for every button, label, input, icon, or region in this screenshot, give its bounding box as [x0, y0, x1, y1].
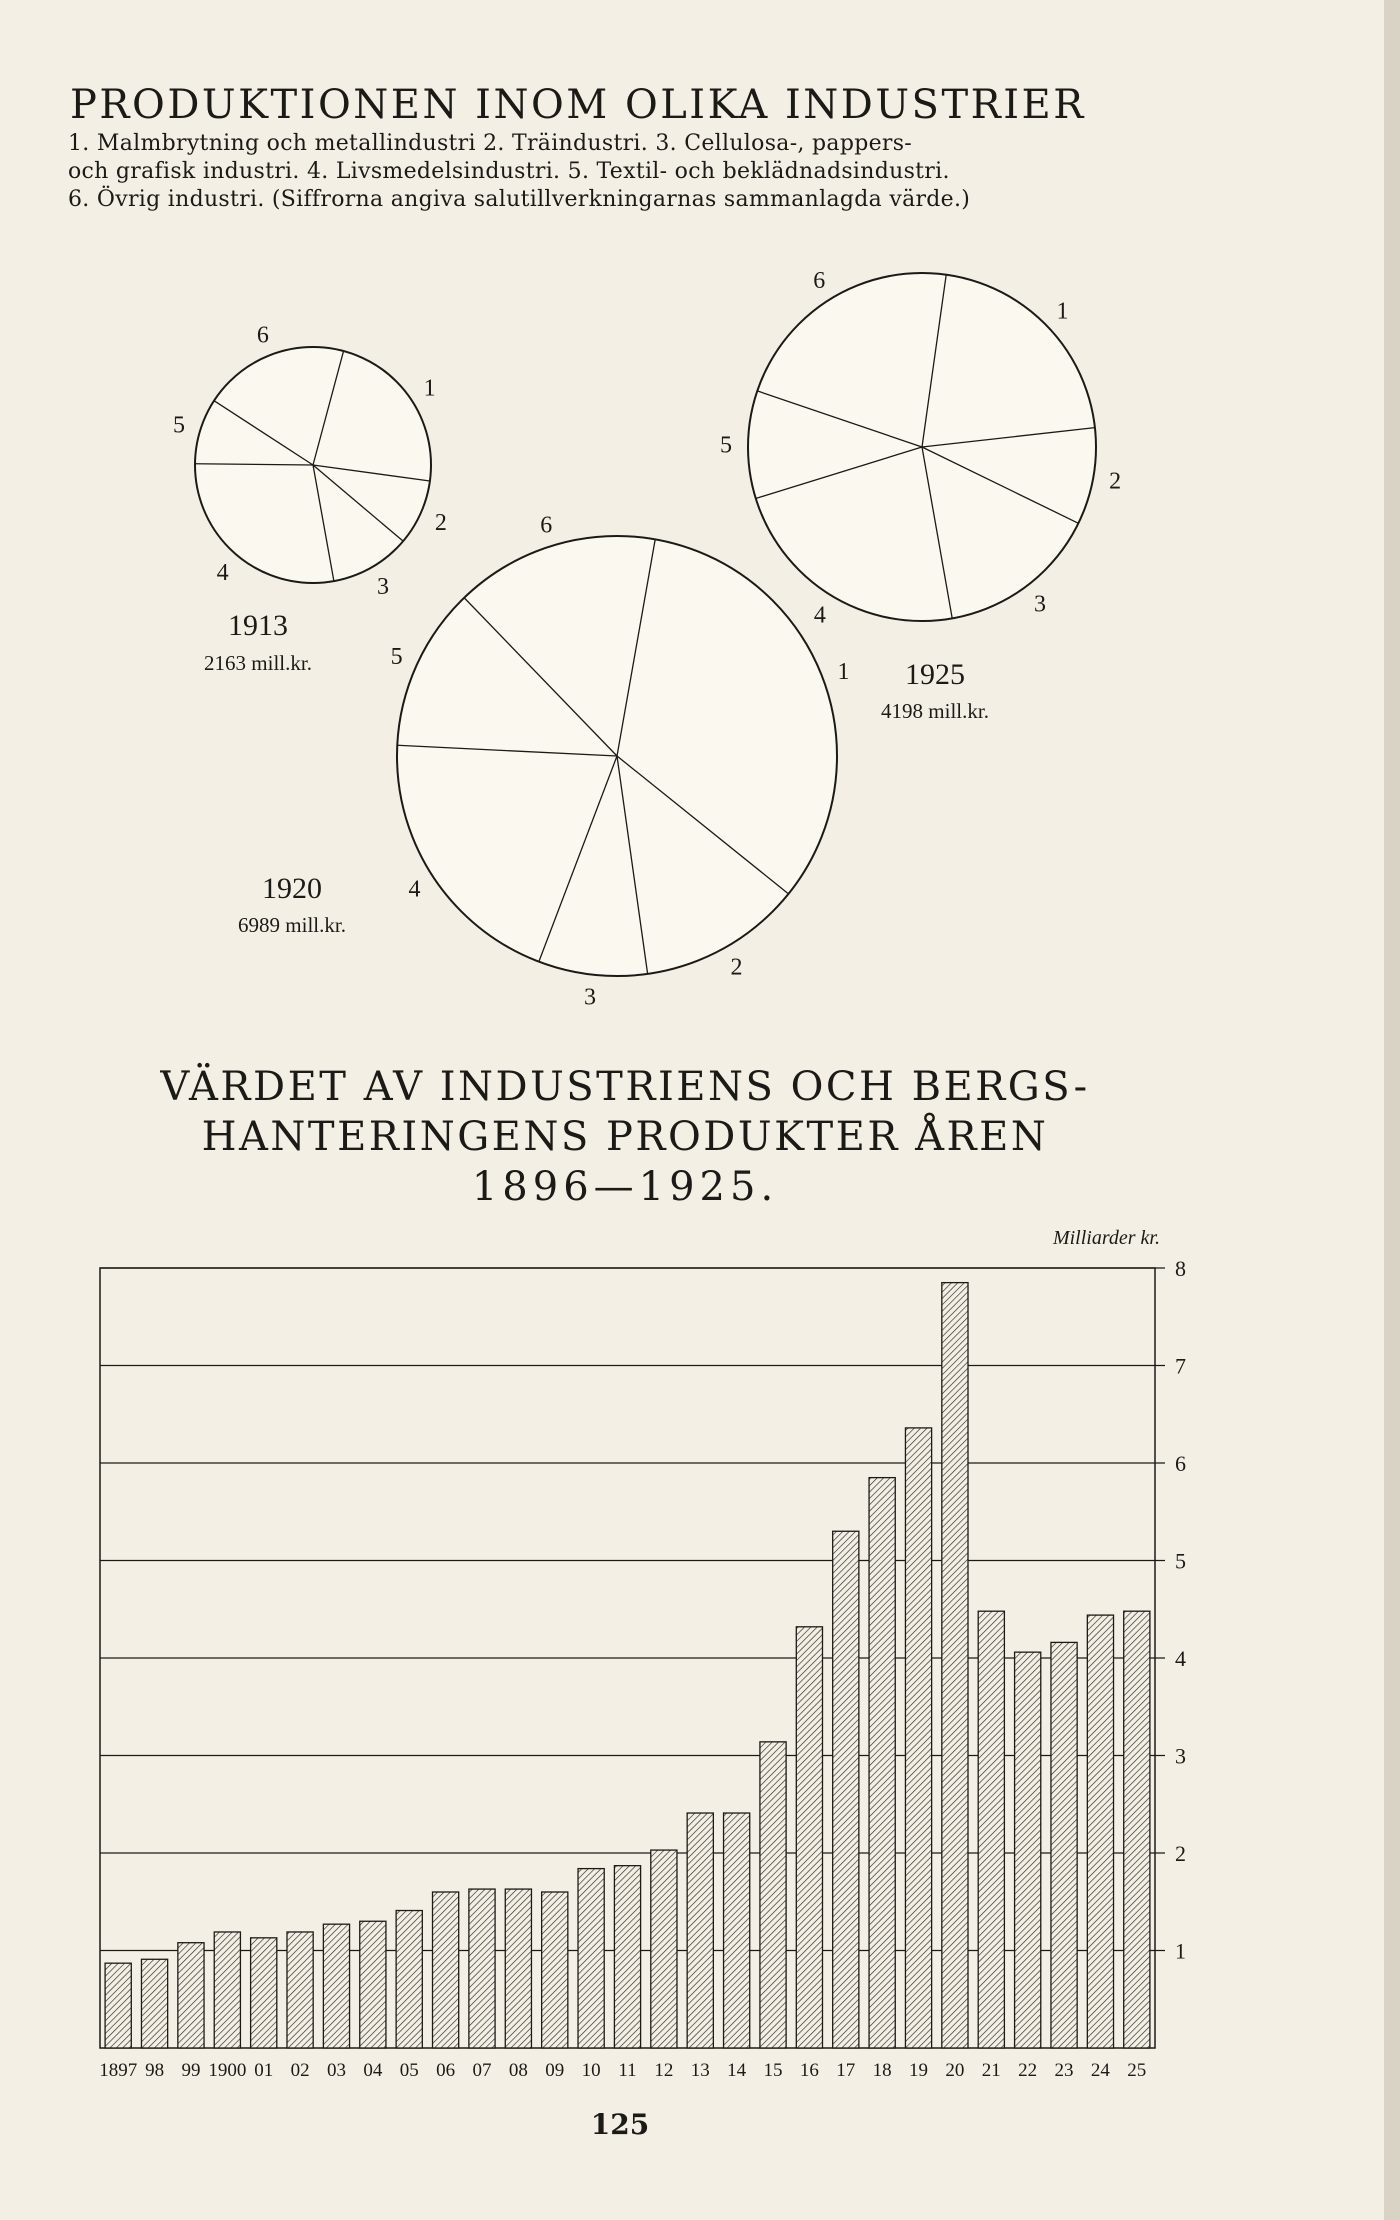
- bar: [105, 1963, 131, 2048]
- legend-line-3: 6. Övrig industri. (Siffrorna angiva salutillverkningarnas sammanlagda värde.): [68, 187, 971, 212]
- x-tick-label: 04: [363, 2060, 383, 2081]
- pie-value-1913: 2163 mill.kr.: [204, 651, 312, 675]
- y-tick-label: 7: [1175, 1353, 1186, 1379]
- pie-slice-label: 6: [256, 322, 269, 349]
- x-tick-label: 24: [1090, 2060, 1110, 2081]
- page-number: 125: [590, 2108, 650, 2141]
- pie-slice-label: 5: [390, 644, 403, 671]
- y-tick-label: 1: [1175, 1938, 1186, 1964]
- bar-chart-title-line-3: 1896—1925.: [471, 1164, 779, 1210]
- bar: [433, 1892, 459, 2048]
- x-tick-label: 10: [581, 2060, 601, 2081]
- bar: [542, 1892, 568, 2048]
- pie-value-1925: 4198 mill.kr.: [881, 699, 989, 723]
- y-tick-label: 4: [1175, 1646, 1186, 1671]
- bar: [1124, 1611, 1150, 2048]
- bar: [469, 1889, 495, 2048]
- x-tick-label: 01: [254, 2060, 274, 2081]
- x-tick-label: 1897: [99, 2060, 138, 2081]
- bar-chart-title-line-1: VÄRDET AV INDUSTRIENS OCH BERGS-: [160, 1064, 1090, 1110]
- bar: [141, 1959, 167, 2048]
- bar: [578, 1869, 604, 2048]
- pie-year-1925: 1925: [905, 658, 965, 691]
- x-tick-label: 11: [618, 2060, 637, 2081]
- bar: [178, 1943, 204, 2048]
- bar: [687, 1813, 713, 2048]
- bar: [724, 1813, 750, 2048]
- pie-slice-label: 4: [813, 602, 826, 629]
- x-tick-label: 16: [799, 2060, 819, 2081]
- x-tick-label: 08: [508, 2060, 528, 2081]
- page-title: PRODUKTIONEN INOM OLIKA INDUSTRIER: [70, 82, 1086, 128]
- bar: [760, 1742, 786, 2048]
- x-tick-label: 21: [981, 2060, 1001, 2081]
- x-tick-label: 99: [181, 2060, 201, 2081]
- pie-slice-label: 5: [172, 412, 185, 439]
- gridlines: [100, 1268, 1165, 1951]
- bar: [869, 1478, 895, 2048]
- pie-slice-label: 2: [1109, 468, 1122, 495]
- pie-slice-label: 4: [216, 559, 229, 586]
- bar: [651, 1850, 677, 2048]
- pie-slice-label: 4: [408, 876, 421, 903]
- y-tick-label: 3: [1175, 1743, 1186, 1769]
- y-axis-ticks: [1175, 1256, 1186, 1964]
- bar-chart-title-line-2: HANTERINGENS PRODUKTER ÅREN: [201, 1114, 1049, 1160]
- bar: [505, 1889, 531, 2048]
- pie-slice-label: 6: [540, 512, 553, 539]
- bar: [1087, 1615, 1113, 2048]
- bar: [796, 1627, 822, 2048]
- pie-year-1920: 1920: [262, 872, 322, 905]
- pie-slice-label: 3: [377, 574, 389, 601]
- x-tick-label: 22: [1018, 2060, 1038, 2081]
- x-tick-label: 17: [836, 2060, 856, 2081]
- x-tick-label: 18: [872, 2060, 892, 2081]
- pie-slice-label: 3: [1033, 591, 1046, 618]
- y-tick-label: 2: [1175, 1841, 1186, 1866]
- bar: [323, 1924, 349, 2048]
- x-tick-label: 20: [945, 2060, 965, 2081]
- bar: [360, 1921, 386, 2048]
- pie-slice-label: 2: [434, 509, 447, 536]
- x-tick-label: 02: [290, 2060, 310, 2081]
- bar: [287, 1932, 313, 2048]
- pie-slice-label: 1: [837, 658, 850, 685]
- bar: [905, 1428, 931, 2048]
- x-tick-label: 15: [763, 2060, 783, 2081]
- bar: [1051, 1642, 1077, 2048]
- bar: [978, 1611, 1004, 2048]
- bar: [614, 1866, 640, 2048]
- bar: [214, 1932, 240, 2048]
- x-tick-label: 14: [727, 2060, 747, 2081]
- x-tick-label: 13: [690, 2060, 710, 2081]
- bar: [396, 1911, 422, 2048]
- pie-year-1913: 1913: [228, 609, 288, 642]
- x-tick-label: 07: [472, 2060, 492, 2081]
- x-tick-label: 12: [654, 2060, 674, 2081]
- bars: [105, 1283, 1150, 2048]
- x-tick-label: 1900: [208, 2060, 247, 2081]
- bar: [251, 1938, 277, 2048]
- pie-slice-label: 3: [584, 984, 597, 1011]
- y-tick-label: 5: [1175, 1548, 1186, 1574]
- pie-slice-label: 6: [813, 268, 826, 295]
- x-tick-label: 06: [436, 2060, 456, 2081]
- legend-line-2: och grafisk industri. 4. Livsmedelsindustri. 5. Textil- och beklädnadsindustri.: [68, 159, 950, 184]
- x-axis-labels: [99, 2060, 1146, 2081]
- bar: [1015, 1652, 1041, 2048]
- x-tick-label: 25: [1127, 2060, 1147, 2081]
- x-tick-label: 19: [909, 2060, 929, 2081]
- x-tick-label: 98: [145, 2060, 165, 2081]
- y-axis-unit-label: Milliarder kr.: [1052, 1227, 1160, 1249]
- pie-slice-label: 2: [730, 954, 743, 981]
- bar: [942, 1283, 968, 2048]
- pie-value-1920: 6989 mill.kr.: [238, 913, 346, 937]
- x-tick-label: 03: [326, 2060, 346, 2081]
- y-tick-label: 8: [1175, 1256, 1186, 1281]
- x-tick-label: 09: [545, 2060, 565, 2081]
- legend-line-1: 1. Malmbrytning och metallindustri 2. Träindustri. 3. Cellulosa-, pappers-: [68, 131, 913, 156]
- bar: [833, 1531, 859, 2048]
- pie-slice-label: 5: [720, 432, 733, 459]
- pie-slice-label: 1: [423, 375, 436, 402]
- pie-slice-label: 1: [1056, 298, 1069, 325]
- x-tick-label: 23: [1054, 2060, 1074, 2081]
- x-tick-label: 05: [399, 2060, 419, 2081]
- y-tick-label: 6: [1175, 1451, 1186, 1476]
